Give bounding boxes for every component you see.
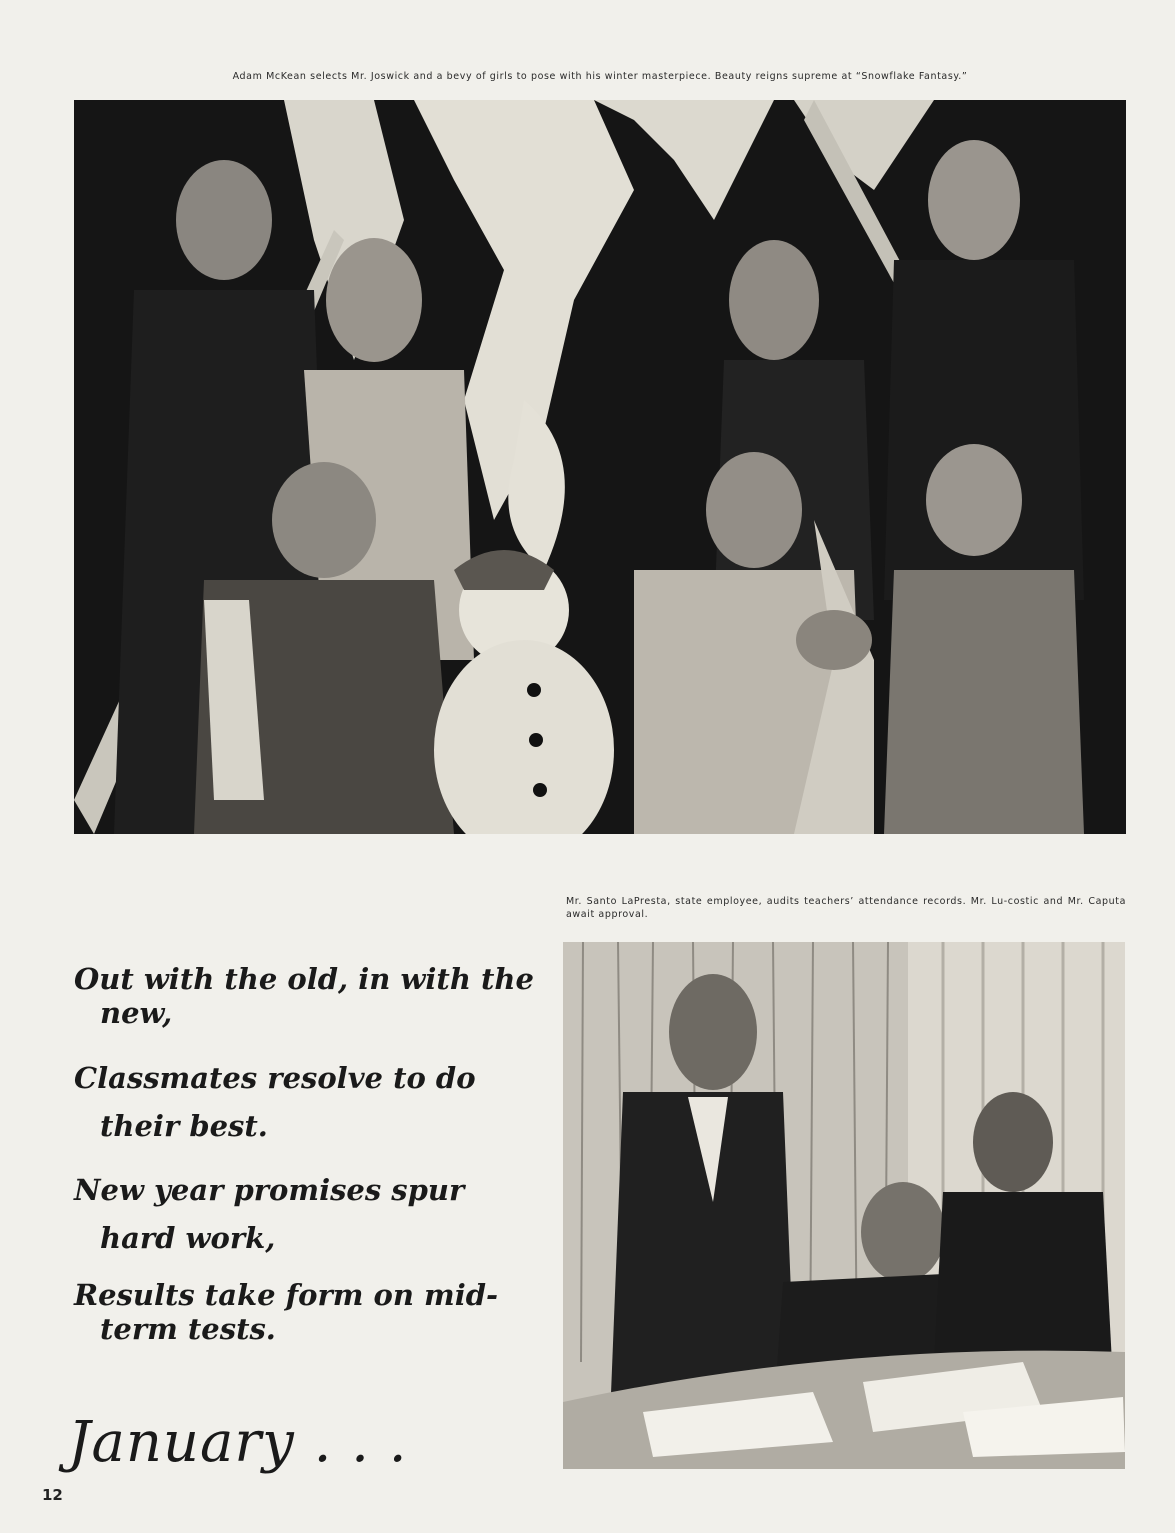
month-heading: January . . . [68,1410,408,1475]
office-photo-illustration [563,942,1125,1469]
group-photo-illustration [74,100,1126,834]
poem-line-1: Out with the old, in with the new, [74,962,534,1030]
poem [74,962,534,1370]
top-photo-caption: Adam McKean selects Mr. Joswick and a bevy of girls to pose with his winter masterpiece. Beauty reigns supreme at “Snowflake Fantasy.” [232,71,968,82]
page-number: 12 [42,1486,63,1504]
poem-line-3: New year promises spur hard work, [74,1173,465,1255]
poem-line-4: Results take form on mid-term tests. [74,1278,499,1346]
attendance-audit-photo [563,942,1125,1469]
poem-line-2: Classmates resolve to do their best. [74,1061,476,1143]
bottom-photo-caption: Mr. Santo LaPresta, state employee, audits teachers’ attendance records. Mr. Lu-costic and Mr. Caputa await approval. [566,896,1126,920]
snowflake-fantasy-photo [74,100,1126,834]
